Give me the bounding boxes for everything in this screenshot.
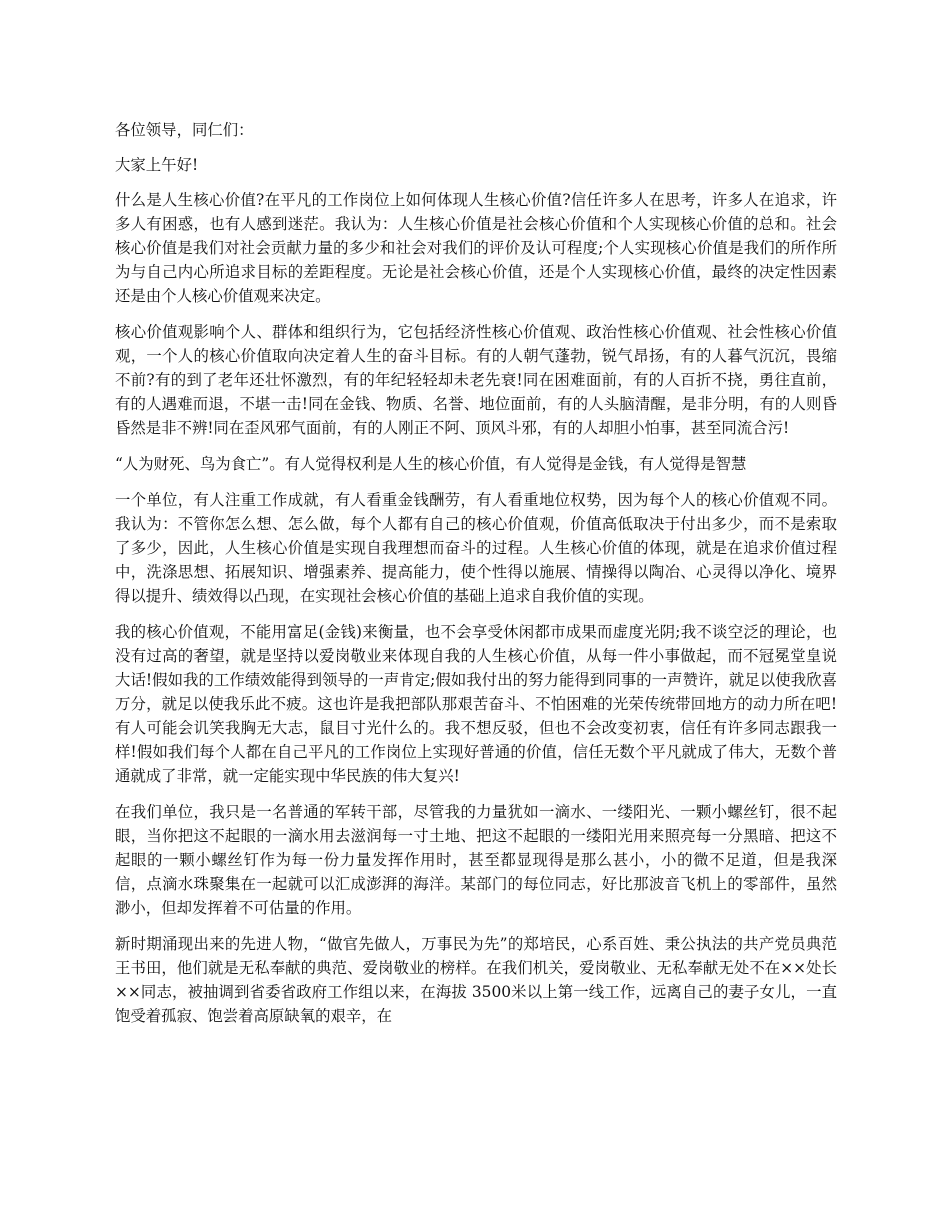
paragraph-what-is-core-value: 什么是人生核心价值?在平凡的工作岗位上如何体现人生核心价值?信任许多人在思考，许多人在追求，许多人有困惑，也有人感到迷茫。我认为：人生核心价值是社会核心价值和个人实现核心价值的总和。社会核心价值是我们对社会贡献力量的多少和社会对我们的评价及认可程度;个人实现核心价值是我们的所作所为与自己内心所追求目标的差距程度。无论是社会核心价值，还是个人实现核心价值，最终的决定性因素还是由个人核心价值观来决定。 [115,191,837,305]
paragraph-unit: 一个单位，有人注重工作成就，有人看重金钱酬劳，有人看重地位权势，因为每个人的核心价值观不同。我认为：不管你怎么想、怎么做，每个人都有自己的核心价值观，价值高低取决于付出多少，而不是索取了多少，因此，人生核心价值是实现自我理想而奋斗的过程。人生核心价值的体现，就是在追求价值过程中，洗涤思想、拓展知识、增强素养、提高能力，使个性得以施展、情操得以陶冶、心灵得以净化、境界得以提升、绩效得以凸现，在实现社会核心价值的基础上追求自我价值的实现。 [115,491,837,605]
document-body [115,118,837,1040]
paragraph-my-values: 我的核心价值观，不能用富足(金钱)来衡量，也不会享受休闲都市成果而虚度光阴;我不谈空泛的理论，也没有过高的奢望，就是坚持以爱岗敬业来体现自我的人生核心价值，从每一件小事做起，而不冠冕堂皇说大话!假如我的工作绩效能得到领导的一声肯定;假如我付出的努力能得到同事的一声赞许，就足以使我欣喜万分，就足以使我乐此不疲。这也许是我把部队那艰苦奋斗、不怕困难的光荣传统带回地方的动力所在吧!有人可能会讥笑我胸无大志，鼠目寸光什么的。我不想反驳，但也不会改变初衷，信任有许多同志跟我一样!假如我们每个人都在自己平凡的工作岗位上实现好普通的价值，信任无数个平凡就成了伟大，无数个普通就成了非常，就一定能实现中华民族的伟大复兴! [115,623,837,785]
greeting: 大家上午好! [115,156,199,174]
salutation: 各位领导，同仁们： [115,121,254,139]
paragraph-values-influence: 核心价值观影响个人、群体和组织行为，它包括经济性核心价值观、政治性核心价值观、社会性核心价值观，一个人的核心价值取向决定着人生的奋斗目标。有的人朝气蓬勃，锐气昂扬，有的人暮气沉沉，畏缩不前?有的到了老年还壮怀激烈，有的年纪轻轻却未老先衰!同在困难面前，有的人百折不挠，勇往直前，有的人遇难而退，不堪一击!同在金钱、物质、名誉、地位面前，有的人头脑清醒，是非分明，有的人则昏昏然是非不辨!同在歪风邪气面前，有的人刚正不阿、顶风斗邪，有的人却胆小怕事，甚至同流合污! [115,323,837,437]
paragraph-role-models: 新时期涌现出来的先进人物，“做官先做人，万事民为先”的郑培民，心系百姓、秉公执法的共产党员典范王书田，他们就是无私奉献的典范、爱岗敬业的榜样。在我们机关，爱岗敬业、无私奉献无处不在××处长××同志，被抽调到省委省政府工作组以来，在海拔 3500米以上第一线工作，远离自己的妻子女儿，一直饱受着孤寂、饱尝着高原缺氧的艰辛，在 [115,935,837,1025]
paragraph-our-unit: 在我们单位，我只是一名普通的军转干部，尽管我的力量犹如一滴水、一缕阳光、一颗小螺丝钉，很不起眼，当你把这不起眼的一滴水用去滋润每一寸土地、把这不起眼的一缕阳光用来照亮每一分黑暗、把这不起眼的一颗小螺丝钉作为每一份力量发挥作用时，甚至都显现得是那么甚小，小的微不足道，但是我深信，点滴水珠聚集在一起就可以汇成澎湃的海洋。某部门的每位同志，好比那波音飞机上的零部件，虽然渺小，但却发挥着不可估量的作用。 [115,803,837,917]
paragraph-quote: “人为财死、鸟为食亡”。有人觉得权利是人生的核心价值，有人觉得是金钱，有人觉得是智慧 [115,455,747,473]
